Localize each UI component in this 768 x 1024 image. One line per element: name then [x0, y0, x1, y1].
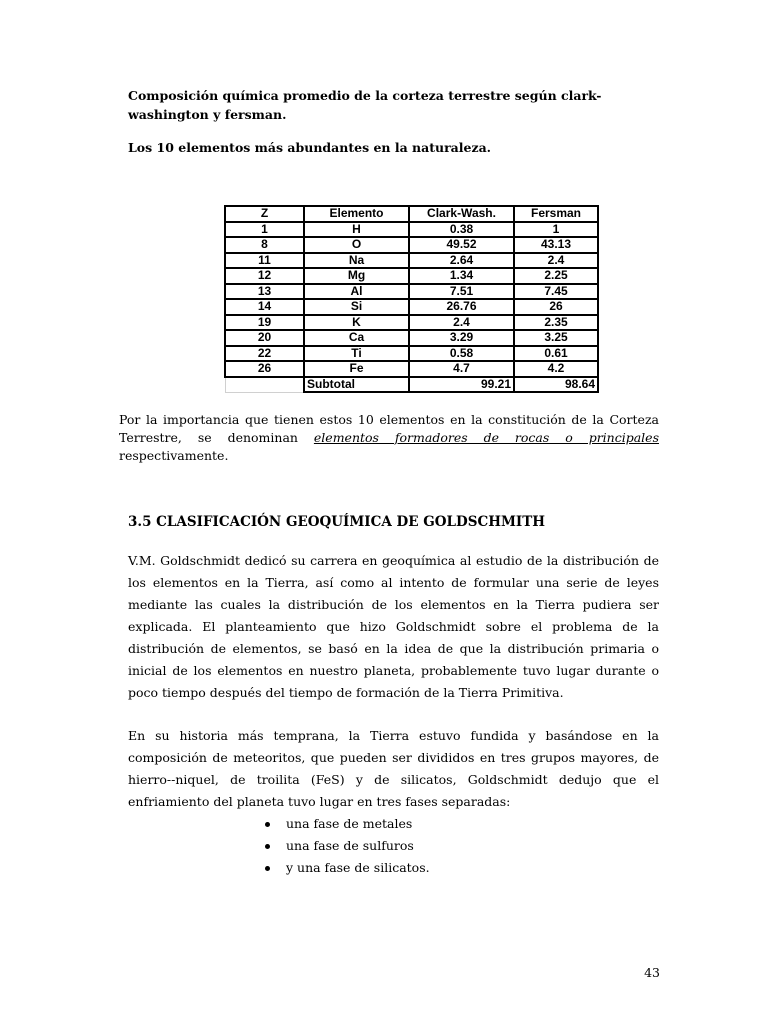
cell-clark: 0.58 — [409, 346, 514, 362]
cell-clark: 3.29 — [409, 330, 514, 346]
cell-element: Mg — [304, 268, 409, 284]
document-title: Composición química promedio de la corteza terrestre según clark-washington y fersman. — [128, 88, 602, 122]
cell-fersman: 3.25 — [514, 330, 598, 346]
cell-clark: 1.34 — [409, 268, 514, 284]
header-elemento: Elemento — [304, 206, 409, 222]
table-header-row — [225, 206, 598, 222]
cell-element: K — [304, 315, 409, 331]
cell-z: 19 — [225, 315, 304, 331]
cell-z: 22 — [225, 346, 304, 362]
cell-fersman: 43.13 — [514, 237, 598, 253]
list-item — [256, 857, 430, 879]
goldschmidt-paragraph-2: En su historia más temprana, la Tierra estuvo fundida y basándose en la composición de meteoritos, que pueden ser divididos en tres grupos mayores, de hierro--niquel, de troilita (FeS) y de silicatos, Goldschmidt dedujo que el enfriamiento del planeta tuvo lugar en tres fases separadas: — [128, 728, 659, 809]
cell-clark: 49.52 — [409, 237, 514, 253]
cell-element: Fe — [304, 361, 409, 377]
cell-fersman: 7.45 — [514, 284, 598, 300]
table-row — [225, 268, 598, 284]
cell-z: 26 — [225, 361, 304, 377]
subtotal-clark: 99.21 — [409, 377, 514, 393]
phases-list — [256, 813, 430, 879]
list-item-text: una fase de metales — [286, 816, 413, 831]
cell-fersman: 2.4 — [514, 253, 598, 269]
header-fersman: Fersman — [514, 206, 598, 222]
subtotal-empty-cell — [225, 377, 304, 393]
formadores-paragraph — [119, 411, 659, 465]
cell-fersman: 0.61 — [514, 346, 598, 362]
document-subtitle: Los 10 elementos más abundantes en la naturaleza. — [128, 140, 492, 155]
table-row — [225, 253, 598, 269]
table-row — [225, 315, 598, 331]
bullet-icon — [265, 844, 270, 849]
cell-fersman: 2.35 — [514, 315, 598, 331]
table-row — [225, 284, 598, 300]
list-item — [256, 835, 430, 857]
table-row — [225, 346, 598, 362]
section-title: 3.5 CLASIFICACIÓN GEOQUÍMICA DE GOLDSCHMITH — [128, 514, 546, 530]
cell-element: Ca — [304, 330, 409, 346]
table-row — [225, 361, 598, 377]
cell-z: 13 — [225, 284, 304, 300]
cell-z: 8 — [225, 237, 304, 253]
table-body — [225, 222, 598, 377]
cell-z: 1 — [225, 222, 304, 238]
cell-element: Al — [304, 284, 409, 300]
paragraph-text-after: respectivamente. — [119, 448, 229, 463]
table-row — [225, 299, 598, 315]
cell-clark: 7.51 — [409, 284, 514, 300]
cell-fersman: 4.2 — [514, 361, 598, 377]
table-row — [225, 330, 598, 346]
bullet-icon — [265, 822, 270, 827]
table-row — [225, 237, 598, 253]
subtotal-fersman: 98.64 — [514, 377, 598, 393]
list-item — [256, 813, 430, 835]
cell-fersman: 26 — [514, 299, 598, 315]
cell-z: 14 — [225, 299, 304, 315]
subtotal-label: Subtotal — [304, 377, 409, 393]
paragraph-text-before: Por la importancia que tienen estos 10 elementos en la constitución de la Corteza Terrestre, se denominan — [119, 412, 659, 445]
cell-clark: 2.4 — [409, 315, 514, 331]
cell-clark: 2.64 — [409, 253, 514, 269]
paragraph-emphasis: elementos formadores de rocas o principales — [313, 430, 659, 445]
header-z: Z — [225, 206, 304, 222]
cell-clark: 4.7 — [409, 361, 514, 377]
subtotal-row — [225, 377, 598, 393]
cell-element: O — [304, 237, 409, 253]
table-row — [225, 222, 598, 238]
cell-fersman: 1 — [514, 222, 598, 238]
cell-clark: 26.76 — [409, 299, 514, 315]
cell-element: Ti — [304, 346, 409, 362]
cell-fersman: 2.25 — [514, 268, 598, 284]
cell-z: 20 — [225, 330, 304, 346]
cell-element: Si — [304, 299, 409, 315]
cell-element: Na — [304, 253, 409, 269]
list-item-text: y una fase de silicatos. — [286, 860, 430, 875]
goldschmidt-paragraph-1: V.M. Goldschmidt dedicó su carrera en geoquímica al estudio de la distribución de los elementos en la Tierra, así como al intento de formular una serie de leyes mediante las cuales la distribución de los elementos en la Tierra pudiera ser explicada. El planteamiento que hizo Goldschmidt sobre el problema de la distribución de elementos, se basó en la idea de que la distribución primaria o inicial de los elementos en nuestro planeta, probablemente tuvo lugar durante o poco tiempo después del tiempo de formación de la Tierra Primitiva. — [128, 553, 659, 700]
header-clark-wash: Clark-Wash. — [409, 206, 514, 222]
cell-z: 11 — [225, 253, 304, 269]
bullet-icon — [265, 866, 270, 871]
page-number: 43 — [644, 965, 660, 980]
elements-table — [224, 205, 599, 393]
cell-z: 12 — [225, 268, 304, 284]
list-item-text: una fase de sulfuros — [286, 838, 414, 853]
cell-clark: 0.38 — [409, 222, 514, 238]
cell-element: H — [304, 222, 409, 238]
